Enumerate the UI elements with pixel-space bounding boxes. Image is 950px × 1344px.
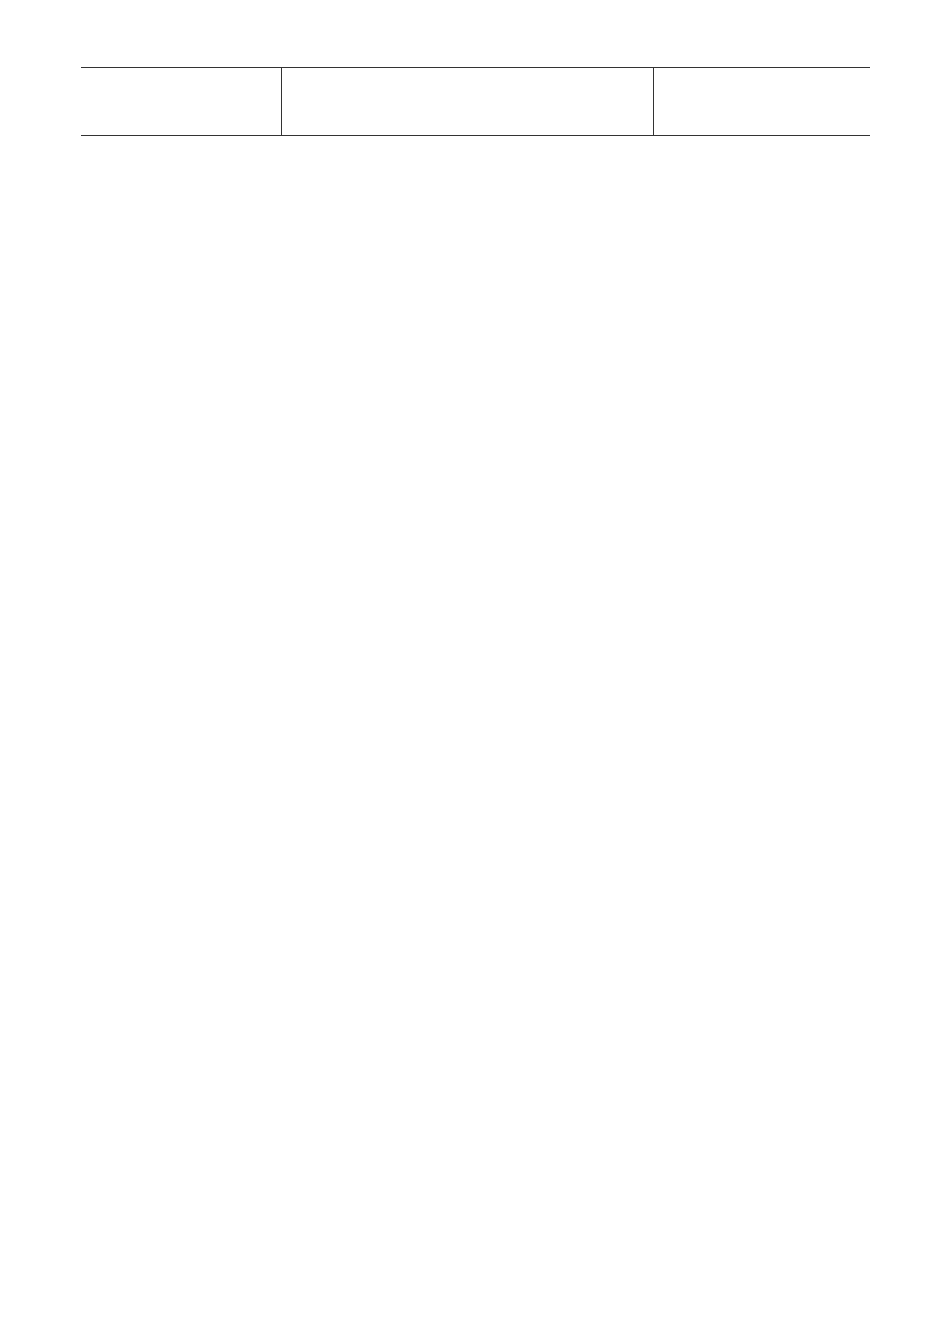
header-page-info (654, 68, 870, 135)
header-meta (81, 68, 282, 135)
page-header (81, 67, 870, 136)
header-motto (282, 68, 654, 135)
